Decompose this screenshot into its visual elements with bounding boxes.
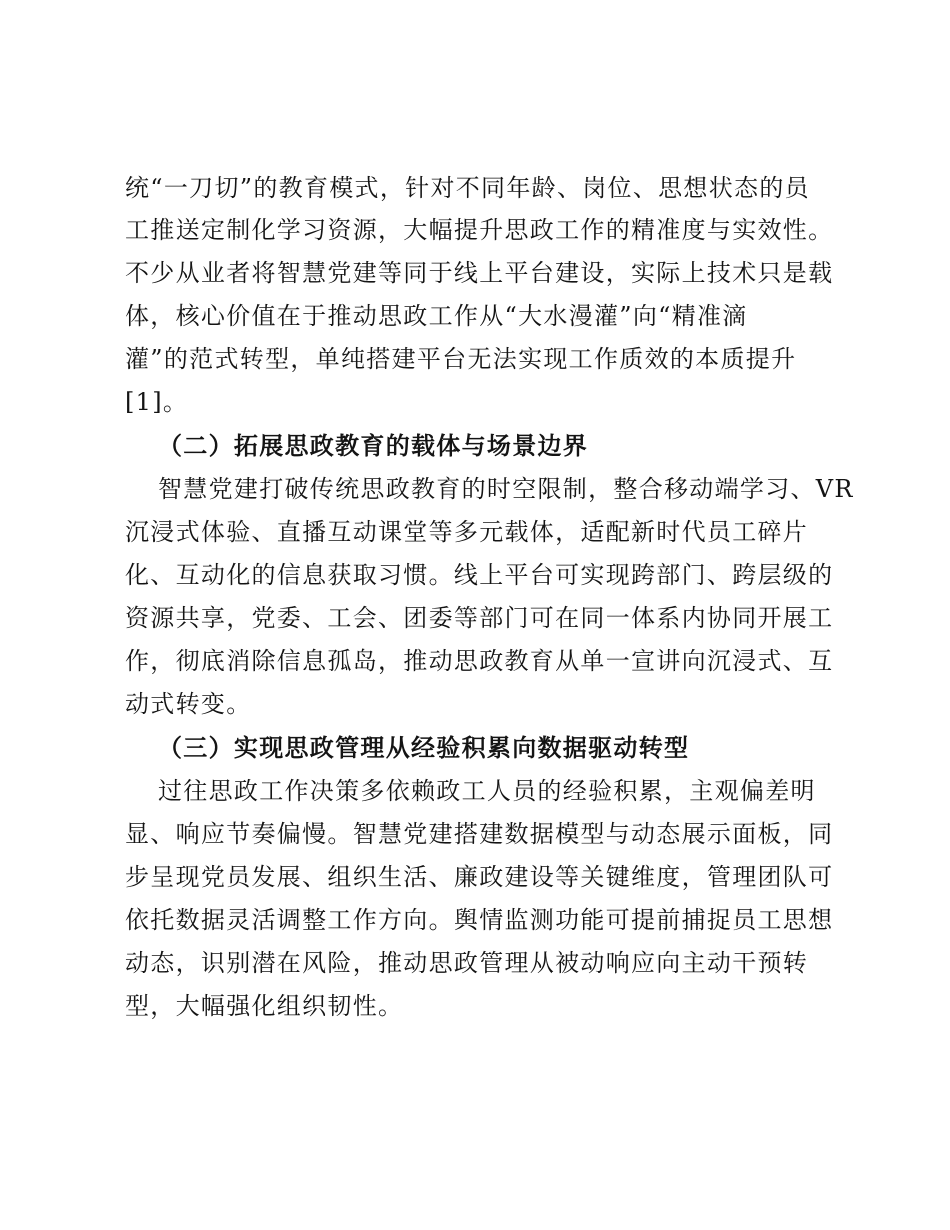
paragraph-1-line-4: 体，核心价值在于推动思政工作从“大水漫灌”向“精准滴 <box>125 302 748 330</box>
paragraph-1-line-6: [1]。 <box>125 388 189 416</box>
paragraph-2-line-4: 资源共享，党委、工会、团委等部门可在同一体系内协同开展工 <box>125 604 834 632</box>
paragraph-3-line-4: 依托数据灵活调整工作方向。舆情监测功能可提前捕捉员工思想 <box>125 906 834 934</box>
paragraph-1-line-3: 不少从业者将智慧党建等同于线上平台建设，实际上技术只是载 <box>125 259 834 287</box>
paragraph-3-line-1: 过往思政工作决策多依赖政工人员的经验积累，主观偏差明 <box>158 777 816 805</box>
paragraph-3-line-3: 步呈现党员发展、组织生活、廉政建设等关键维度，管理团队可 <box>125 863 834 891</box>
paragraph-2-line-3: 化、互动化的信息获取习惯。线上平台可实现跨部门、跨层级的 <box>125 561 834 589</box>
paragraph-1-line-1: 统“一刀切”的教育模式，针对不同年龄、岗位、思想状态的员 <box>125 174 810 202</box>
paragraph-2-line-1: 智慧党建打破传统思政教育的时空限制，整合移动端学习、VR <box>158 475 854 503</box>
paragraph-2-line-6: 动式转变。 <box>125 690 252 718</box>
paragraph-1-line-5: 灌”的范式转型，单纯搭建平台无法实现工作质效的本质提升 <box>125 345 797 373</box>
paragraph-1-line-2: 工推送定制化学习资源，大幅提升思政工作的精准度与实效性。 <box>125 216 834 244</box>
section-heading-3: （三）实现思政管理从经验积累向数据驱动转型 <box>158 733 690 762</box>
section-heading-2: （二）拓展思政教育的载体与场景边界 <box>158 431 589 460</box>
paragraph-3-line-6: 型，大幅强化组织韧性。 <box>125 992 404 1020</box>
paragraph-2-line-2: 沉浸式体验、直播互动课堂等多元载体，适配新时代员工碎片 <box>125 518 809 546</box>
paragraph-2-line-5: 作，彻底消除信息孤岛，推动思政教育从单一宣讲向沉浸式、互 <box>125 647 834 675</box>
paragraph-3-line-2: 显、响应节奏偏慢。智慧党建搭建数据模型与动态展示面板，同 <box>125 820 834 848</box>
paragraph-3-line-5: 动态，识别潜在风险，推动思政管理从被动响应向主动干预转 <box>125 949 809 977</box>
